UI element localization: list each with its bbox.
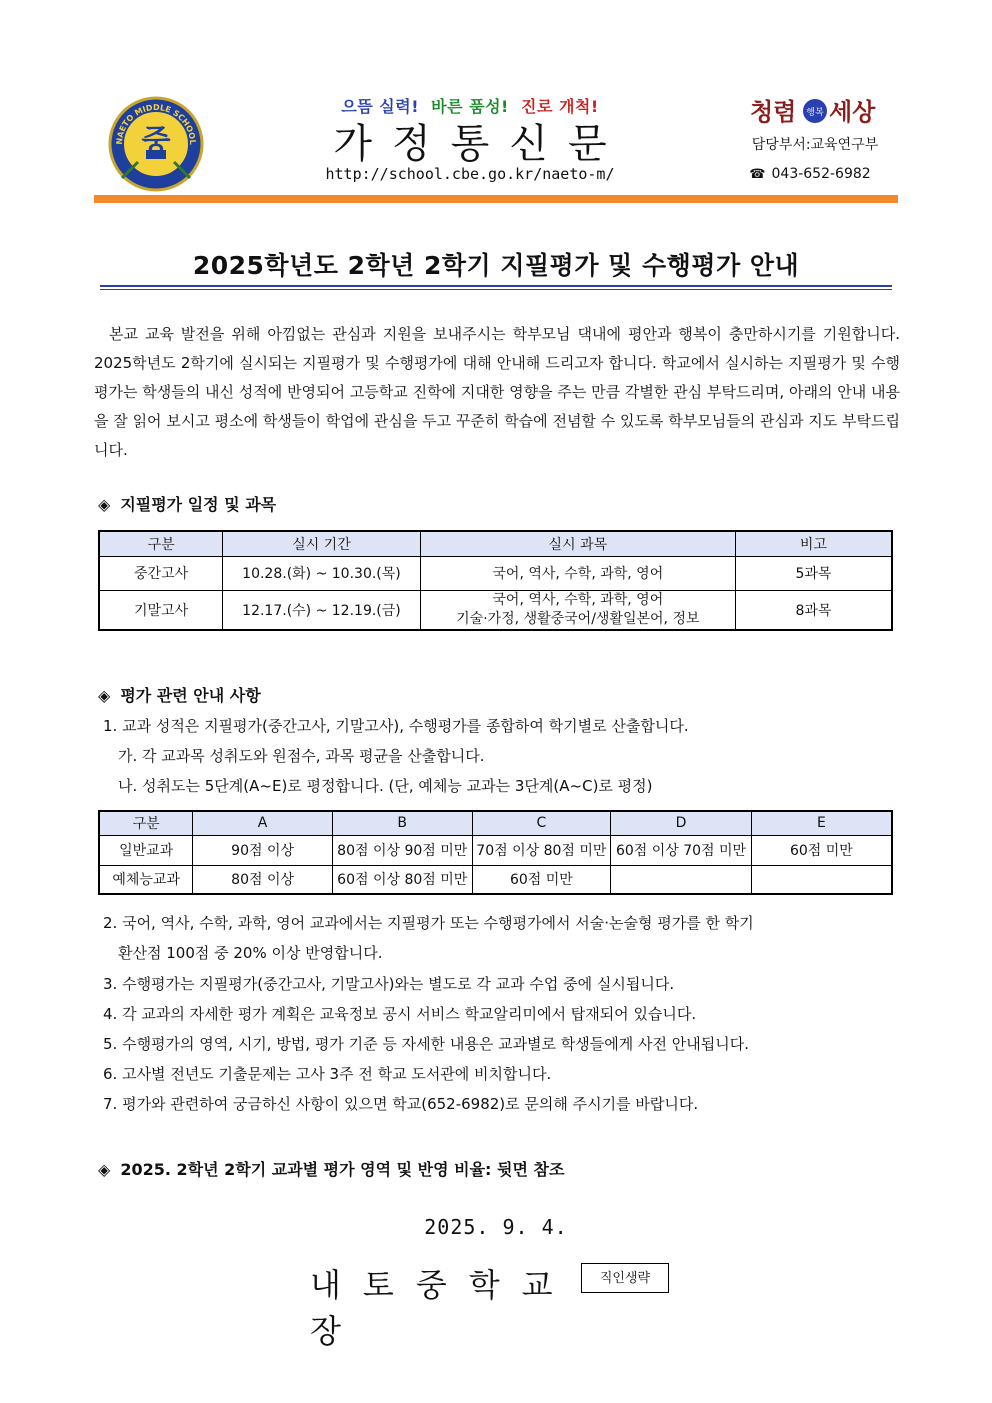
table-cell: 60점 미만: [751, 835, 892, 865]
table-cell: 70점 이상 80점 미만: [472, 835, 611, 865]
note-6: 6. 고사별 전년도 기출문제는 고사 3주 전 학교 도서관에 비치합니다.: [103, 1065, 552, 1083]
phone-number: 043-652-6982: [771, 166, 871, 182]
header-cell: D: [611, 811, 752, 835]
header-divider: [94, 195, 898, 203]
issue-date: 2025. 9. 4.: [424, 1215, 568, 1239]
page-title: 가정통신문: [333, 121, 627, 167]
school-url[interactable]: http://school.cbe.go.kr/naeto-m/: [325, 165, 615, 183]
exam-subjects: [420, 590, 735, 630]
exam-subjects-line1: 국어, 역사, 수학, 과학, 영어: [492, 591, 664, 608]
table-cell: 60점 미만: [472, 865, 611, 894]
section-exam-schedule: [98, 492, 276, 515]
principal-signature: 내토중학교장: [310, 1266, 575, 1350]
note-1: 1. 교과 성적은 지필평가(중간고사, 기말고사), 수행평가를 종합하여 학기별로 산출합니다.: [103, 717, 689, 735]
header-cell: 비고: [735, 531, 892, 556]
header-cell: 구분: [99, 531, 223, 556]
table-header-row: [99, 811, 892, 835]
exam-type: 기말고사: [99, 590, 223, 630]
note-1b: 나. 성취도는 5단계(A~E)로 평정합니다. (단, 예체능 교과는 3단계(A~C)로 평정): [118, 777, 653, 795]
table-cell: [611, 865, 752, 894]
exam-note: 5과목: [735, 556, 892, 590]
notice-title: 2025학년도 2학년 2학기 지필평가 및 수행평가 안내: [192, 251, 800, 280]
motto-right: 세상: [829, 97, 876, 126]
note-5: 5. 수행평가의 영역, 시기, 방법, 평가 기준 등 자세한 내용은 교과별로 학생들에게 사전 안내됩니다.: [103, 1035, 749, 1053]
header-cell: 실시 과목: [420, 531, 735, 556]
motto-mid: 행복: [806, 108, 824, 118]
exam-type: 중간고사: [99, 556, 223, 590]
table-row: [99, 556, 892, 590]
phone-icon: ☎: [749, 167, 766, 182]
motto-left: 청렴: [750, 97, 797, 126]
table-cell: 예체능교과: [99, 865, 193, 894]
exam-subjects-line2: 기술·가정, 생활중국어/생활일본어, 정보: [456, 610, 700, 627]
section-title: 평가 관련 안내 사항: [120, 686, 261, 705]
table-cell: 일반교과: [99, 835, 193, 865]
department: 담당부서:교육연구부: [751, 137, 879, 153]
note-3: 3. 수행평가는 지필평가(중간고사, 기말고사)와는 별도로 각 교과 수업 중에 실시됩니다.: [103, 975, 675, 993]
note-2b: 환산점 100점 중 20% 이상 반영합니다.: [118, 944, 383, 962]
table-cell: 80점 이상: [193, 865, 333, 894]
exam-subjects: 국어, 역사, 수학, 과학, 영어: [420, 556, 735, 590]
diamond-icon: ◈: [98, 495, 111, 514]
header-cell: 구분: [99, 811, 193, 835]
header-cell: E: [751, 811, 892, 835]
diamond-icon: ◈: [98, 686, 111, 705]
title-underline: [100, 285, 892, 287]
note-4: 4. 각 교과의 자세한 평가 계획은 교육정보 공시 서비스 학교알리미에서 탑재되어 있습니다.: [103, 1005, 697, 1023]
section-back-reference: [98, 1157, 564, 1180]
intro-paragraph: [94, 320, 900, 465]
header-cell: C: [472, 811, 611, 835]
phone: [720, 166, 900, 182]
exam-note: 8과목: [735, 590, 892, 630]
intro-text: 본교 교육 발전을 위해 아낌없는 관심과 지원을 보내주시는 학부모님 댁내에 평안과 행복이 충만하시기를 기원합니다. 2025학년도 2학기에 실시되는 지필평가 및 수행평가에 대해 안내해 드리고자 합니다. 학교에서 실시하는 지필평가 및 수행평가는 학생들의 내신 성적에 반영되어 고등학교 진학에 지대한 영향을 주는 만큼 각별한 관심 부탁드리며, 아래의 안내 내용을 잘 읽어 보시고 평소에 학생들이 학업에 관심을 두고 꾸준히 학습에 전념할 수 있도록 학부모님들의 관심과 지도 부탁드립니다.: [94, 325, 900, 459]
logo-char: 중: [141, 124, 171, 159]
table-cell: 80점 이상 90점 미만: [332, 835, 472, 865]
table-row: [99, 865, 892, 894]
header-cell: 실시 기간: [223, 531, 421, 556]
section-title: 지필평가 일정 및 과목: [120, 495, 277, 514]
table-header-row: [99, 531, 892, 556]
grade-table: [98, 810, 893, 895]
exam-period: 12.17.(수) ~ 12.19.(금): [223, 590, 421, 630]
motto-logo: [740, 92, 890, 130]
slogan-2: 바른 품성!: [431, 97, 509, 116]
table-row: [99, 835, 892, 865]
slogan-1: 으뜸 실력!: [341, 97, 419, 116]
header-cell: A: [193, 811, 333, 835]
logo-text: NAETO MIDDLE SCHOOL: [114, 102, 198, 145]
table-cell: 90점 이상: [193, 835, 333, 865]
section-eval-guide: [98, 683, 261, 706]
note-2: 2. 국어, 역사, 수학, 과학, 영어 교과에서는 지필평가 또는 수행평가에서 서술·논술형 평가를 한 학기: [103, 914, 754, 932]
table-row: [99, 590, 892, 630]
note-1a: 가. 각 교과목 성취도와 원점수, 과목 평균을 산출합니다.: [118, 747, 485, 765]
note-7: 7. 평가와 관련하여 궁금하신 사항이 있으면 학교(652-6982)로 문의해 주시기를 바랍니다.: [103, 1095, 699, 1113]
exam-period: 10.28.(화) ~ 10.30.(목): [223, 556, 421, 590]
diamond-icon: ◈: [98, 1160, 111, 1179]
school-logo: [108, 96, 204, 192]
table-cell: 60점 이상 80점 미만: [332, 865, 472, 894]
header-cell: B: [332, 811, 472, 835]
table-cell: [751, 865, 892, 894]
section-title: 2025. 2학년 2학기 교과별 평가 영역 및 반영 비율: 뒷면 참조: [120, 1160, 565, 1179]
seal-omitted: 직인생략: [581, 1263, 669, 1293]
table-cell: 60점 이상 70점 미만: [611, 835, 752, 865]
slogan-3: 진로 개척!: [520, 97, 599, 116]
exam-schedule-table: [98, 530, 893, 631]
title-underline-thin: [100, 289, 892, 290]
